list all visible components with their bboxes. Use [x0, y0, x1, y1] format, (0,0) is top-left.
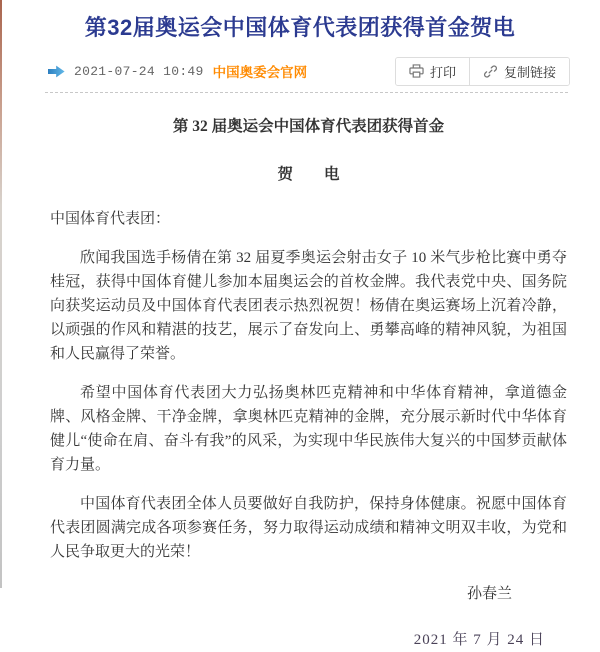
- meta-row: [48, 56, 570, 86]
- dashed-separator: [45, 92, 568, 93]
- salutation: 中国体育代表团：: [50, 211, 171, 227]
- publish-datetime: 2021-07-24 10:49: [74, 63, 204, 79]
- copy-link-button-label: 复制链接: [503, 64, 556, 80]
- signature-date: 2021 年 7 月 24 日: [413, 632, 545, 648]
- page-title: 第32届奥运会中国体育代表团获得首金贺电: [84, 15, 516, 40]
- article-subheading: 贺 电: [277, 166, 340, 183]
- right-arrow-icon: [48, 65, 65, 78]
- article-heading: 第 32 届奥运会中国体育代表团获得首金: [172, 118, 445, 135]
- article-body: [0, 115, 600, 652]
- source-link[interactable]: 中国奥委会官网: [212, 65, 308, 80]
- page-left-border: [0, 0, 2, 588]
- print-button-label: 打印: [429, 64, 456, 80]
- meta-left: [48, 61, 307, 81]
- article-paragraph-2: 希望中国体育代表团大力弘扬奥林匹克精神和中华体育精神，拿道德金牌、风格金牌、干净金牌，拿奥林匹克精神的金牌，充分展示新时代中华体育健儿“使命在肩、奋斗有我”的风采，为实现中华民族伟大复兴的中国梦贡献体育力量。: [50, 385, 567, 473]
- action-button-group: [395, 57, 570, 86]
- article-paragraph-1: 欣闻我国选手杨倩在第 32 届夏季奥运会射击女子 10 米气步枪比赛中勇夺桂冠，获得中国体育健儿参加本届奥运会的首枚金牌。我代表党中央、国务院向获奖运动员及中国体育代表团表示热烈祝贺！杨倩在奥运赛场上沉着冷静，以顽强的作风和精湛的技艺，展示了奋发向上、勇攀高峰的精神风貌，为祖国和人民赢得了荣誉。: [50, 250, 567, 362]
- signature: 孙春兰: [466, 586, 512, 602]
- copy-link-button[interactable]: [470, 58, 569, 85]
- chain-link-icon: [483, 64, 498, 79]
- printer-icon: [409, 64, 424, 78]
- article-paragraph-3: 中国体育代表团全体人员要做好自我防护，保持身体健康。祝愿中国体育代表团圆满完成各项参赛任务，努力取得运动成绩和精神文明双丰收，为党和人民争取更大的光荣！: [50, 496, 567, 560]
- print-button[interactable]: [396, 58, 469, 85]
